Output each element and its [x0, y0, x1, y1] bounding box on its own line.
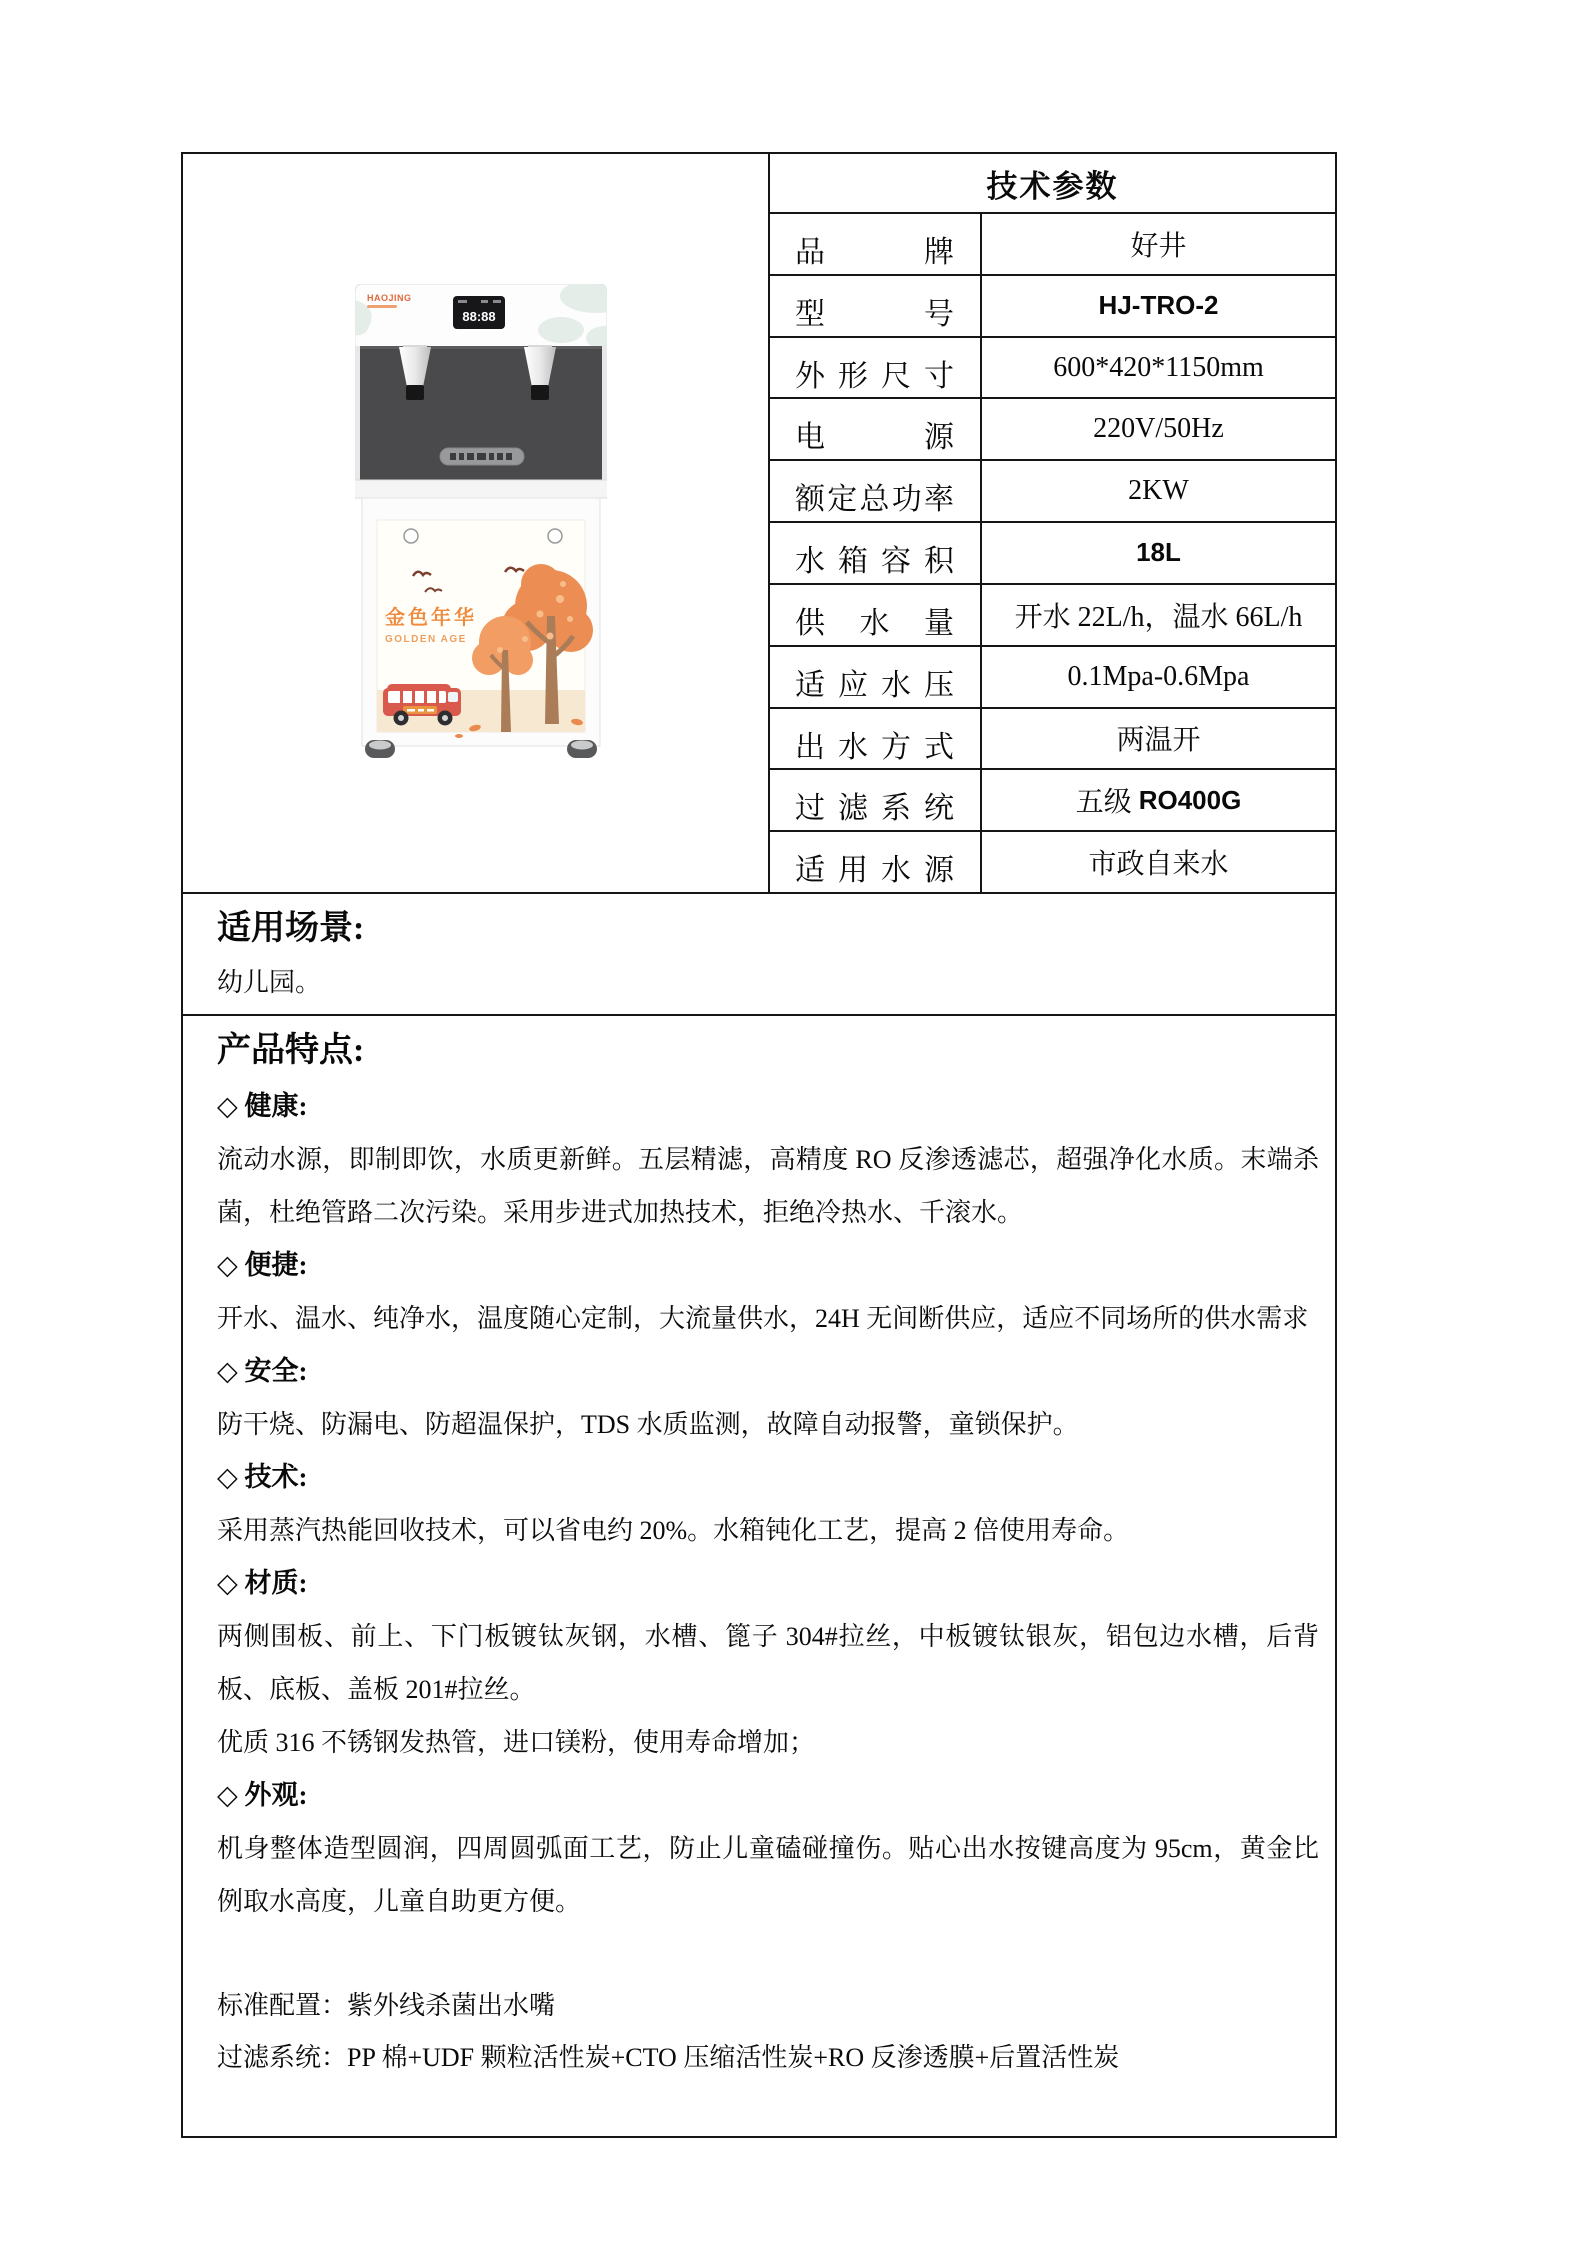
- product-photo-cell: [183, 154, 770, 892]
- param-value-text: HJ-TRO-2: [1098, 290, 1219, 321]
- param-name: 外形尺寸: [770, 338, 982, 398]
- footer-line: 标准配置：紫外线杀菌出水嘴: [217, 1991, 556, 2020]
- param-value: [982, 276, 1335, 336]
- param-value-text: 600*420*1150mm: [1053, 351, 1264, 383]
- spec-table: [181, 152, 1337, 894]
- param-value: [982, 399, 1335, 459]
- spec-row: [770, 585, 1335, 647]
- param-name: 电源: [770, 399, 982, 459]
- spec-row: [770, 399, 1335, 461]
- leaf: [455, 734, 463, 738]
- blank-line: [217, 1928, 1319, 1980]
- feature-heading: ◇ 便捷:: [217, 1250, 308, 1280]
- machine-cabinet: [362, 498, 600, 746]
- param-name: 过滤系统: [770, 770, 982, 830]
- param-value: [982, 709, 1335, 769]
- spec-params: [770, 154, 1335, 892]
- param-value-text: 五级: [1075, 787, 1139, 819]
- feature-body: 开水、温水、纯净水，温度随心定制，大流量供水，24H 无间断供应，适应不同场所的供水需求: [217, 1304, 1309, 1333]
- spec-row: [770, 214, 1335, 276]
- param-value: [982, 214, 1335, 274]
- param-name: 出水方式: [770, 709, 982, 769]
- machine-shelf: [355, 480, 607, 498]
- logo-subline: [367, 305, 397, 308]
- features-heading: 产品特点:: [217, 1032, 365, 1069]
- param-name: 适应水压: [770, 647, 982, 707]
- vent-hole-right: [548, 529, 562, 543]
- spec-row: [770, 709, 1335, 771]
- param-value: [982, 832, 1335, 892]
- feature-body: 采用蒸汽热能回收技术，可以省电约 20%。水箱钝化工艺，提高 2 倍使用寿命。: [217, 1516, 1130, 1545]
- spec-document: [181, 152, 1337, 2138]
- feature-heading: ◇ 技术:: [217, 1462, 308, 1492]
- spec-row: [770, 338, 1335, 400]
- water-dispenser-illustration: [355, 284, 607, 766]
- spec-row: [770, 461, 1335, 523]
- scenario-heading: 适用场景:: [217, 910, 365, 947]
- param-name: 额定总功率: [770, 461, 982, 521]
- param-value-text: 0.1Mpa-0.6Mpa: [1067, 660, 1250, 692]
- spec-row: [770, 276, 1335, 338]
- spec-table-title: 技术参数: [770, 154, 1335, 214]
- feature-heading: ◇ 材质:: [217, 1568, 308, 1598]
- feature-body: 优质 316 不锈钢发热管，进口镁粉，使用寿命增加；: [217, 1728, 816, 1757]
- brand-logo: HAOJING: [367, 293, 412, 303]
- feature-body: 两侧围板、前上、下门板镀钛灰钢，水槽、篦子 304#拉丝，中板镀钛银灰，铝包边水槽，后背板、底板、盖板 201#拉丝。: [217, 1622, 1319, 1704]
- feature-body: 防干烧、防漏电、防超温保护，TDS 水质监测，故障自动报警，童锁保护。: [217, 1410, 1079, 1439]
- display-readout: 88:88: [462, 309, 496, 324]
- param-name: 品牌: [770, 214, 982, 274]
- machine-dispense-section: [355, 345, 607, 482]
- spec-row: [770, 523, 1335, 585]
- param-name: 水箱容积: [770, 523, 982, 583]
- param-value-text: 220V/50Hz: [1093, 413, 1224, 445]
- param-value-text: 开水 22L/h，温水 66L/h: [1014, 601, 1303, 633]
- param-name: 型号: [770, 276, 982, 336]
- param-value-text: 两温开: [1116, 725, 1201, 757]
- scenario-text: 幼儿园。: [217, 968, 322, 997]
- param-name: 供水量: [770, 585, 982, 645]
- param-value-text: RO400G: [1138, 784, 1242, 815]
- features-section: [181, 1016, 1337, 2138]
- param-value: [982, 647, 1335, 707]
- feature-heading: ◇ 健康:: [217, 1091, 308, 1121]
- spec-row: [770, 647, 1335, 709]
- spec-row: [770, 770, 1335, 832]
- footer-line: 过滤系统：PP 棉+UDF 颗粒活性炭+CTO 压缩活性炭+RO 反渗透膜+后置活性炭: [217, 2043, 1120, 2072]
- param-value-text: 18L: [1136, 537, 1181, 568]
- scenario-section: [181, 894, 1337, 1016]
- vent-hole-left: [404, 529, 418, 543]
- panel-subtitle: GOLDEN AGE: [385, 634, 467, 645]
- param-value-text: 2KW: [1128, 475, 1189, 507]
- machine-top-panel: [355, 284, 607, 350]
- control-display: [453, 296, 505, 329]
- spec-row: [770, 832, 1335, 892]
- param-value: [982, 770, 1335, 830]
- param-value: [982, 523, 1335, 583]
- feature-heading: ◇ 外观:: [217, 1780, 308, 1810]
- param-value: [982, 585, 1335, 645]
- feature-body: 机身整体造型圆润，四周圆弧面工艺，防止儿童磕碰撞伤。贴心出水按键高度为 95cm，黄金比例取水高度，儿童自助更方便。: [217, 1834, 1319, 1916]
- feature-heading: ◇ 安全:: [217, 1356, 308, 1386]
- feature-body: 流动水源，即制即饮，水质更新鲜。五层精滤，高精度 RO 反渗透滤芯，超强净化水质。末端杀菌，杜绝管路二次污染。采用步进式加热技术，拒绝冷热水、千滚水。: [217, 1145, 1319, 1227]
- param-value-text: 市政自来水: [1088, 849, 1229, 881]
- panel-title: 金色年华: [385, 607, 477, 629]
- model-name-plate: [440, 448, 524, 465]
- param-value-text: 好井: [1130, 230, 1187, 262]
- param-value: [982, 461, 1335, 521]
- param-name: 适用水源: [770, 832, 982, 892]
- param-value: [982, 338, 1335, 398]
